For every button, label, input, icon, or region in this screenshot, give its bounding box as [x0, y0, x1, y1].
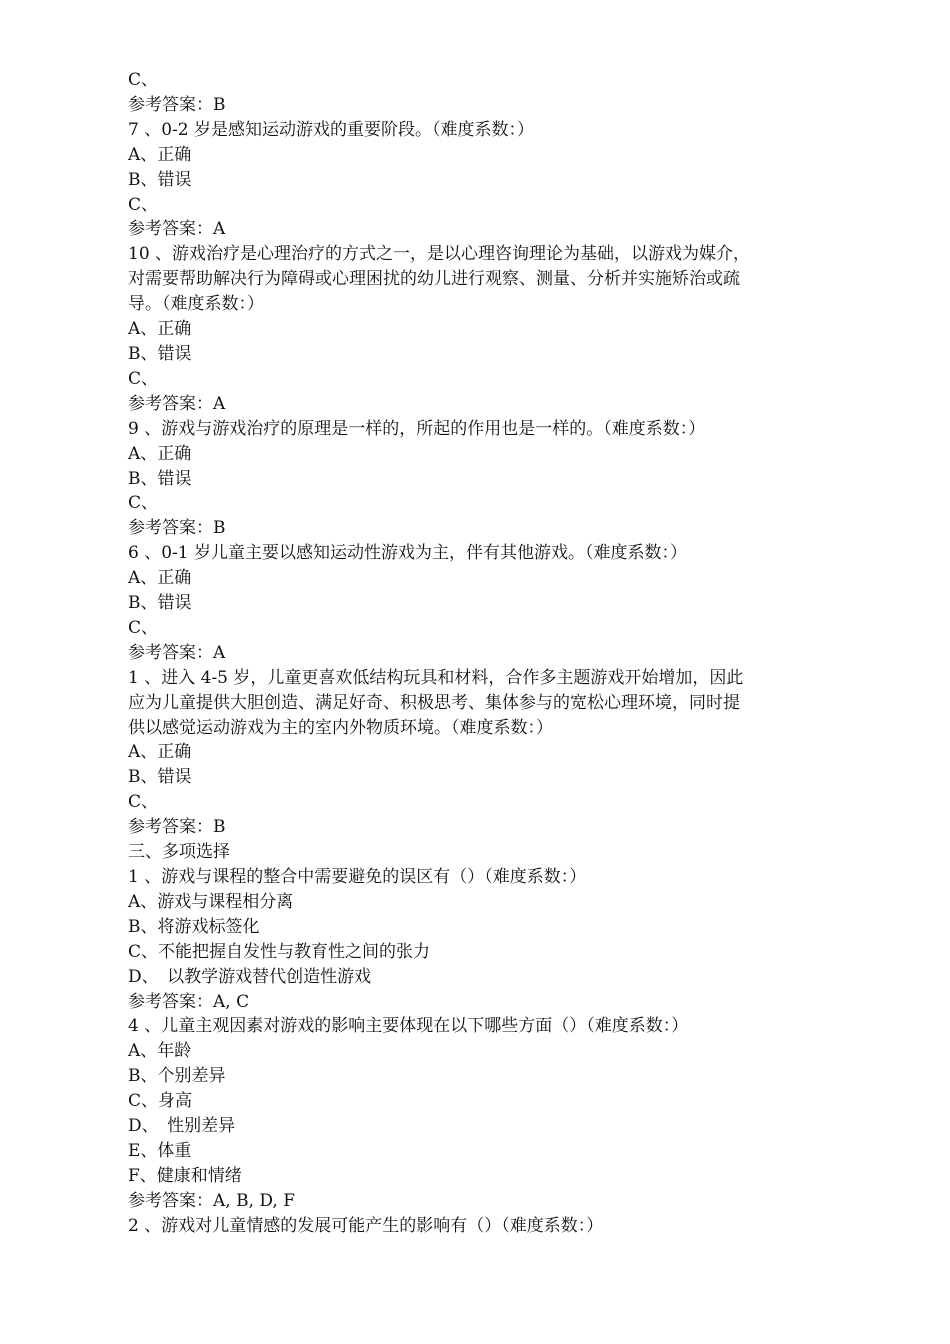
option-d: D、 性别差异: [128, 1116, 236, 1137]
answer-line: 参考答案：A, C: [128, 991, 250, 1012]
answer-line: 参考答案：B: [128, 817, 226, 838]
option-a: A、正确: [128, 443, 192, 464]
question-7: 7 、0-2 岁是感知运动游戏的重要阶段。（难度系数：）: [128, 119, 534, 140]
option-a: A、游戏与课程相分离: [128, 891, 294, 912]
option-c: C、: [128, 493, 159, 514]
multi-question-2: 2 、游戏对儿童情感的发展可能产生的影响有（）（难度系数：）: [128, 1215, 604, 1236]
option-f: F、健康和情绪: [128, 1165, 242, 1186]
answer-line: 参考答案：A: [128, 642, 226, 663]
question-10-line-1: 10 、游戏治疗是心理治疗的方式之一，是以心理咨询理论为基础，以游戏为媒介，: [128, 244, 751, 265]
option-c: C、身高: [128, 1091, 193, 1112]
answer-line: 参考答案：A: [128, 393, 226, 414]
option-a: A、正确: [128, 144, 192, 165]
option-b: B、错误: [128, 593, 192, 614]
question-10-line-3: 导。（难度系数：）: [128, 294, 264, 315]
answer-line: 参考答案：A: [128, 219, 226, 240]
option-c: C、: [128, 617, 159, 638]
option-c: C、不能把握自发性与教育性之间的张力: [128, 941, 431, 962]
answer-line: 参考答案：B: [128, 518, 226, 539]
option-a: A、正确: [128, 568, 192, 589]
question-1-line-2: 应为儿童提供大胆创造、满足好奇、积极思考、集体参与的宽松心理环境，同时提: [128, 692, 740, 713]
question-10-line-2: 对需要帮助解决行为障碍或心理困扰的幼儿进行观察、测量、分析并实施矫治或疏: [128, 269, 740, 290]
question-9: 9 、游戏与游戏治疗的原理是一样的，所起的作用也是一样的。（难度系数：）: [128, 418, 706, 439]
option-e: E、体重: [128, 1140, 192, 1161]
option-b: B、错误: [128, 767, 192, 788]
option-b: B、错误: [128, 468, 192, 489]
option-b: B、错误: [128, 343, 192, 364]
multi-question-4: 4 、儿童主观因素对游戏的影响主要体现在以下哪些方面（）（难度系数：）: [128, 1016, 689, 1037]
option-c: C、: [128, 194, 159, 215]
option-a: A、正确: [128, 742, 192, 763]
option-a: A、正确: [128, 319, 192, 340]
multi-question-1: 1 、游戏与课程的整合中需要避免的误区有（）（难度系数：）: [128, 867, 587, 887]
question-1-line-3: 供以感觉运动游戏为主的室内外物质环境。（难度系数：）: [128, 717, 553, 738]
answer-line: 参考答案：B: [128, 94, 226, 115]
option-b: B、将游戏标签化: [128, 916, 260, 937]
option-c: C、: [128, 368, 159, 389]
option-c: C、: [128, 792, 159, 813]
option-b: B、错误: [128, 169, 192, 190]
option-a: A、年龄: [128, 1041, 192, 1062]
answer-line: 参考答案：A, B, D, F: [128, 1190, 296, 1211]
section-heading: 三、多项选择: [128, 842, 230, 863]
question-1-line-1: 1 、进入 4-5 岁，儿童更喜欢低结构玩具和材料，合作多主题游戏开始增加，因此: [128, 667, 744, 688]
option-d: D、 以教学游戏替代创造性游戏: [128, 966, 372, 987]
option-b: B、个别差异: [128, 1066, 226, 1087]
question-6: 6 、0-1 岁儿童主要以感知运动性游戏为主，伴有其他游戏。（难度系数：）: [128, 543, 687, 564]
document-body: [128, 68, 828, 1239]
option-c: C、: [128, 70, 159, 90]
